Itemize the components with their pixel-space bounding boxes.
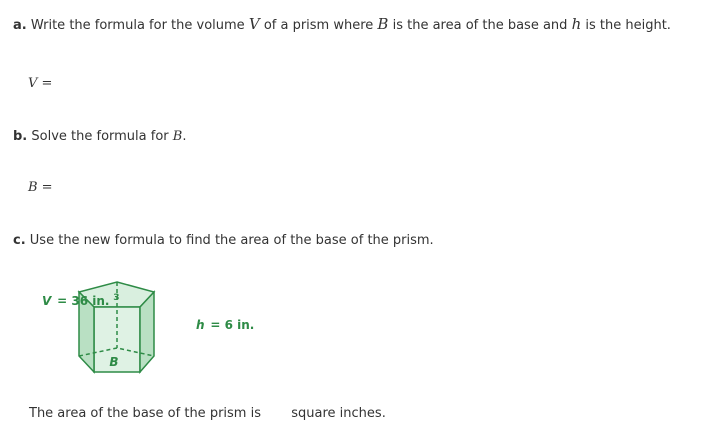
part-b-answer[interactable] xyxy=(28,180,53,195)
question-b xyxy=(13,128,186,146)
volume-label: V = 36 in. $^3$ xyxy=(42,293,120,308)
part-b-text-2: . xyxy=(182,129,187,144)
part-c-text: Use the new formula to find the area of the base of the prism. xyxy=(29,233,434,248)
base-label: B xyxy=(109,355,119,369)
prism-figure xyxy=(38,276,268,378)
final-sentence-before: The area of the base of the prism is xyxy=(29,406,261,421)
part-a-var-h: h xyxy=(571,15,582,33)
part-a-text-3: is the area of the base and xyxy=(392,18,568,33)
part-a-answer[interactable] xyxy=(28,76,52,91)
part-a-text-2: of a prism where xyxy=(263,18,374,33)
part-a-text-1: Write the formula for the volume xyxy=(30,18,245,33)
part-b-answer-prefix: B = xyxy=(28,180,53,195)
part-b-letter: b. xyxy=(13,129,28,144)
part-a-text-4: is the height. xyxy=(585,18,671,33)
prism-right-face xyxy=(140,292,154,372)
height-label: h = 6 in. xyxy=(196,318,255,332)
final-sentence-after: square inches. xyxy=(291,406,386,421)
part-b-text-1: Solve the formula for xyxy=(31,129,169,144)
part-c-letter: c. xyxy=(13,233,26,248)
part-b-var-b: B xyxy=(172,129,183,144)
final-sentence xyxy=(29,405,386,423)
part-a-letter: a. xyxy=(13,18,27,33)
question-c xyxy=(13,232,434,250)
part-a-answer-prefix: V = xyxy=(28,76,53,91)
part-a-var-v: V xyxy=(248,15,260,33)
question-a xyxy=(13,15,671,35)
part-a-var-b: B xyxy=(377,15,389,33)
